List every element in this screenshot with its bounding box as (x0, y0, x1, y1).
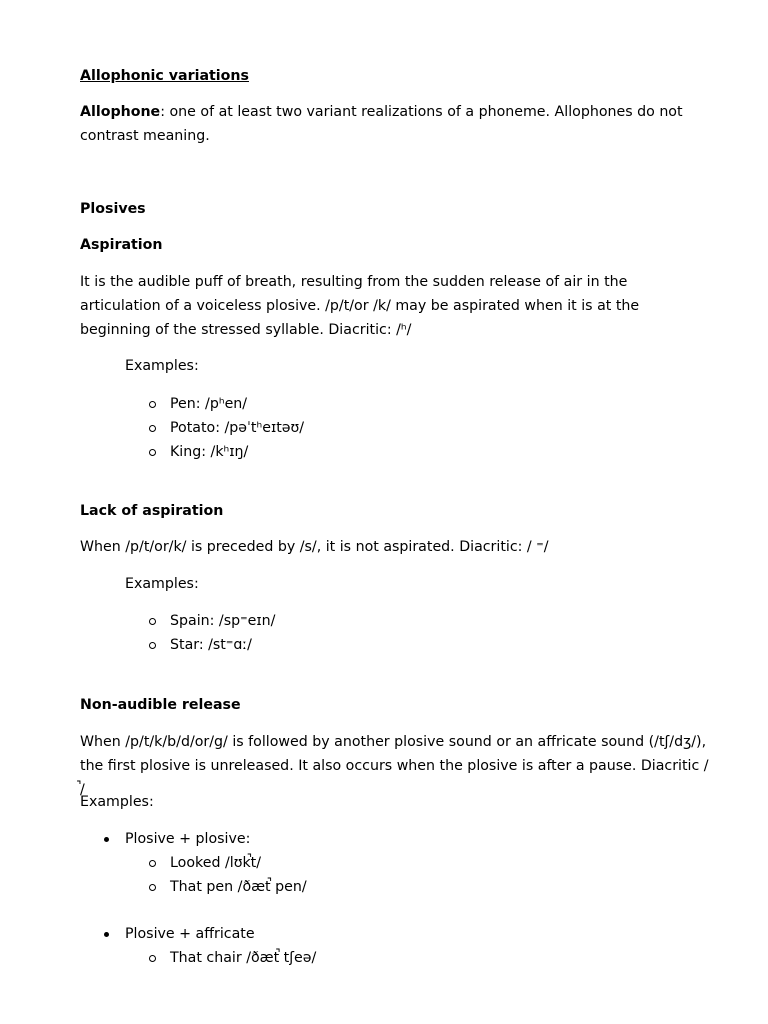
list-item (80, 827, 710, 899)
page-title: Allophonic variations (80, 68, 249, 84)
list-item: King: /kʰɪŋ/ (80, 440, 710, 464)
group-label: Plosive + plosive: (125, 831, 251, 847)
aspiration-heading: Aspiration (80, 237, 163, 253)
lack-aspiration-text: When /p/t/or/k/ is preceded by /s/, it is not aspirated. Diacritic: / ⁼/ (80, 539, 549, 555)
definition-term: Allophone (80, 104, 161, 120)
lack-aspiration-heading: Lack of aspiration (80, 503, 224, 519)
group-examples-list (125, 851, 710, 899)
aspiration-examples-label: Examples: (125, 358, 199, 374)
list-item: Potato: /pəˈtʰeɪtəʊ/ (80, 416, 710, 440)
non-audible-group-list-2 (80, 922, 710, 970)
list-item: That pen /ðæt̚ pen/ (125, 875, 710, 899)
aspiration-examples-list (80, 392, 710, 464)
list-item: Star: /st⁼ɑː/ (80, 633, 710, 657)
list-item: Looked /lʊk̚t/ (125, 851, 710, 875)
group-label: Plosive + affricate (125, 926, 255, 942)
list-item: Pen: /pʰen/ (80, 392, 710, 416)
non-audible-text: When /p/t/k/b/d/or/g/ is followed by another plosive sound or an affricate sound (/tʃ/dʒ/), the first plosive is unreleased. It also occurs when the plosive is after a pause. Diacritic / ̚/ (80, 734, 709, 798)
non-audible-examples-label: Examples: (80, 794, 154, 810)
aspiration-text: It is the audible puff of breath, resulting from the sudden release of air in the articulation of a voiceless plosive. /p/t/or /k/ may be aspirated when it is at the beginning of the stressed syllable. Diacritic: /ʰ/ (80, 274, 640, 338)
lack-aspiration-examples-label: Examples: (125, 576, 199, 592)
non-audible-heading: Non-audible release (80, 697, 241, 713)
list-item (80, 922, 710, 970)
list-item: That chair /ðæt̚ tʃeə/ (125, 946, 710, 970)
definition-text: : one of at least two variant realizations of a phoneme. Allophones do not contrast meaning. (80, 104, 683, 144)
list-item: Spain: /sp⁼eɪn/ (80, 609, 710, 633)
allophone-definition (80, 100, 710, 148)
non-audible-group-list-1 (80, 827, 710, 899)
lack-aspiration-examples-list (80, 609, 710, 657)
group-examples-list (125, 946, 710, 970)
plosives-heading: Plosives (80, 201, 146, 217)
